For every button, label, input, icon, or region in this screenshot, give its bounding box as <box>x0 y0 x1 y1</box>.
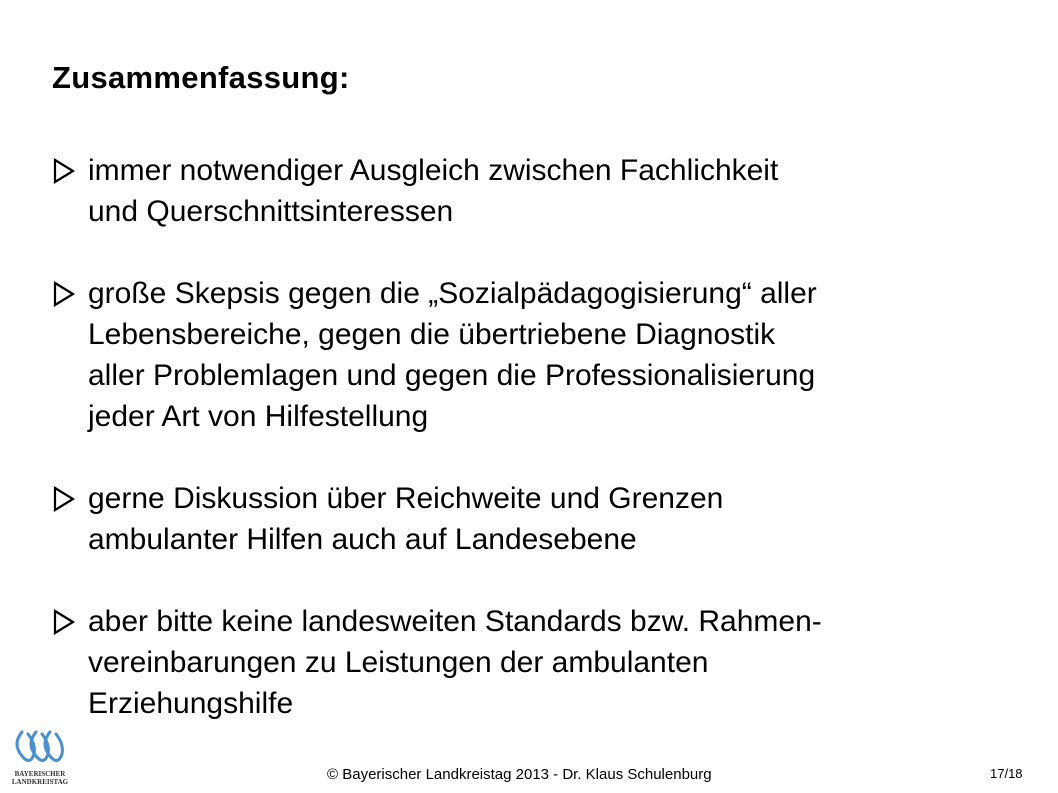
bullet-line: große Skepsis gegen die „Sozialpädagogisierung“ aller <box>88 277 817 310</box>
slide-title: Zusammenfassung: <box>52 60 350 95</box>
bullet-list <box>52 150 1012 724</box>
logo-emblem-icon <box>10 726 70 770</box>
total-pages: /18 <box>1004 766 1023 781</box>
arrowhead-bullet-icon <box>52 158 76 184</box>
bullet-line: aber bitte keine landesweiten Standards bzw. Rahmen- <box>88 605 822 638</box>
bullet-line: ambulanter Hilfen auch auf Landesebene <box>88 523 637 556</box>
footer-copyright: © Bayerischer Landkreistag 2013 - Dr. Klaus Schulenburg <box>327 766 712 783</box>
bullet-item <box>52 601 1012 724</box>
arrowhead-bullet-icon <box>52 486 76 512</box>
logo-text <box>10 770 70 786</box>
logo-text-line: LANDKREISTAG <box>11 778 69 786</box>
bullet-line: und Querschnittsinteressen <box>88 195 454 228</box>
bullet-item <box>52 273 1012 437</box>
bullet-line: gerne Diskussion über Reichweite und Grenzen <box>88 482 724 515</box>
bullet-item <box>52 150 1012 232</box>
bullet-line: aller Problemlagen und gegen die Professionalisierung <box>88 359 816 392</box>
arrowhead-bullet-icon <box>52 281 76 307</box>
arrowhead-bullet-icon <box>52 609 76 635</box>
bullet-line: Erziehungshilfe <box>88 687 294 720</box>
current-page: 17 <box>990 766 1005 781</box>
page-number <box>990 766 1023 781</box>
bullet-line: vereinbarungen zu Leistungen der ambulanten <box>88 646 709 679</box>
logo-text-line: BAYERISCHER <box>14 770 66 778</box>
bullet-line: jeder Art von Hilfestellung <box>88 400 429 433</box>
landkreistag-logo <box>10 726 70 790</box>
bullet-line: immer notwendiger Ausgleich zwischen Fachlichkeit <box>88 154 779 187</box>
bullet-item <box>52 478 1012 560</box>
bullet-line: Lebensbereiche, gegen die übertriebene Diagnostik <box>88 318 776 351</box>
